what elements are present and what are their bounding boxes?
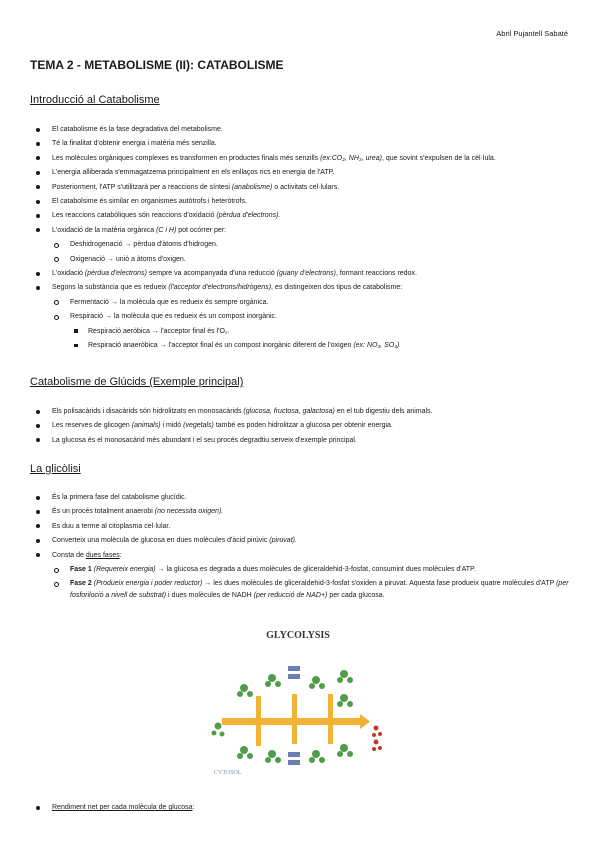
list-item: Té la finalitat d'obtenir energia i matèria més senzilla. xyxy=(34,138,574,149)
list-item: Les molècules orgàniques complexes es transformen en productes finals més senzills (ex:CO₂, NH₃, urea), que sovint s'expulsen de la cèl·lula. xyxy=(34,153,574,164)
molecule-icon xyxy=(337,670,353,683)
list-item: Rendiment net per cada molècula de glucosa: xyxy=(34,802,574,813)
atp-box xyxy=(288,666,300,671)
molecule-icon xyxy=(337,694,353,707)
list-item: Respiració aeròbica → l'acceptor final és l'O₂. xyxy=(34,326,574,337)
pathway-arrow xyxy=(222,718,360,725)
list-item: Segons la substància que es redueix (l'acceptor d'electrons/hidrògens), es distingeixen dos tipus de catabolisme: xyxy=(34,282,574,293)
list-item: L'oxidació de la matèria orgànica (C i H) pot ocórrer per: xyxy=(34,225,574,236)
atp-box xyxy=(288,752,300,757)
diagram-title: GLYCOLYSIS xyxy=(266,630,330,641)
atp-box xyxy=(288,760,300,765)
glycolysis-diagram xyxy=(210,628,386,776)
diagram-caption: CYTOSOL xyxy=(214,770,242,776)
list-item: Respiració anaeròbica → l'acceptor final és un compost inorgànic diferent de l'oxigen (ex: NO₃, SO₄) xyxy=(34,340,574,351)
pathway-arrowhead xyxy=(360,714,370,729)
molecule-icon xyxy=(237,746,253,759)
list-item: Deshidrogenació → pèrdua d'àtoms d'hidrogen. xyxy=(34,239,574,250)
list-item: Fase 1 (Requereix energia) → la glucosa es degrada a dues molècules de gliceraldehid-3-fosfat, consumint dues molècules d'ATP. xyxy=(34,564,574,575)
list-item: Fase 2 (Produeix energia i poder reductor) → les dues molècules de gliceraldehid-3-fosfat s'oxiden a piruvat. Aquesta fase produeix quatre molècules d'ATP (per fosforiloció a nivell de substrat) i dues molècules de NADH (per reducció de NAD+) per cada glucosa. xyxy=(34,578,574,601)
molecule-icon xyxy=(265,750,281,763)
section-heading-glicolisi: La glicòlisi xyxy=(30,463,81,475)
step-arrow xyxy=(328,694,333,744)
list-item: Converteix una molècula de glucosa en dues molècules d'àcid pirúvic (piruvat). xyxy=(34,535,574,546)
atp-box xyxy=(288,674,300,679)
section-heading-glucids: Catabolisme de Glúcids (Exemple principal) xyxy=(30,376,244,388)
document-title: TEMA 2 - METABOLISME (II): CATABOLISME xyxy=(30,58,284,72)
list-item: El catabolisme és la fase degradativa del metabolisme. xyxy=(34,124,574,135)
list-item: És un procés totalment anaerobi (no necessita oxigen). xyxy=(34,506,574,517)
step-arrow xyxy=(292,694,297,744)
molecule-icon xyxy=(372,740,382,752)
intro-list xyxy=(34,124,574,352)
molecule-icon xyxy=(237,684,253,697)
molecule-icon xyxy=(372,726,382,738)
step-arrow xyxy=(256,696,261,746)
author-name: Abril Pujantell Sabaté xyxy=(496,29,568,38)
list-item: Les reserves de glicogen (animals) i midó (vegetals) també es poden hidrolitzar a glucosa per obtenir energia. xyxy=(34,420,574,431)
molecule-icon xyxy=(265,674,281,687)
list-item: Fermentació → la molècula que es redueix és sempre orgànica. xyxy=(34,297,574,308)
list-item: Consta de dues fases: xyxy=(34,550,574,561)
glucids-list xyxy=(34,406,574,446)
molecule-icon xyxy=(337,744,353,757)
list-item: Es duu a terme al citoplasma cel·lular. xyxy=(34,521,574,532)
list-item: Oxigenació → unió a àtoms d'oxigen. xyxy=(34,254,574,265)
rendiment-list xyxy=(34,802,574,813)
list-item: L'energia alliberada s'emmagatzema principalment en els enllaços rics en energia de l'ATP. xyxy=(34,167,574,178)
list-item: Posteriorment, l'ATP s'utilitzarà per a reaccions de síntesi (anabolisme) o activitats cel·lulars. xyxy=(34,182,574,193)
glicolisi-list xyxy=(34,492,574,601)
list-item: Respiració → la molècula que es redueix és un compost inorgànic. xyxy=(34,311,574,322)
list-item: L'oxidació (pèrdua d'electrons) sempre va acompanyada d'una reducció (guany d'electrons), formant reaccions redox. xyxy=(34,268,574,279)
list-item: Els polisacàrids i disacàrids són hidrolitzats en monosacàrids (glucosa, fructosa, galactosa) en el tub digestiu dels animals. xyxy=(34,406,574,417)
molecule-icon xyxy=(309,676,325,689)
list-item: Les reaccions catabòliques són reaccions d'oxidació (pèrdua d'electrons). xyxy=(34,210,574,221)
list-item: El catabolsime és similar en organismes autòtrofs i heteròtrofs. xyxy=(34,196,574,207)
list-item: La glucosa és el monosacàrid més abundant i el seu procés degradtiu serveix d'exemple principal. xyxy=(34,435,574,446)
list-item: És la primera fase del catabolisme glucídic. xyxy=(34,492,574,503)
section-heading-intro: Introducció al Catabolisme xyxy=(30,94,160,106)
molecule-icon xyxy=(309,750,325,763)
